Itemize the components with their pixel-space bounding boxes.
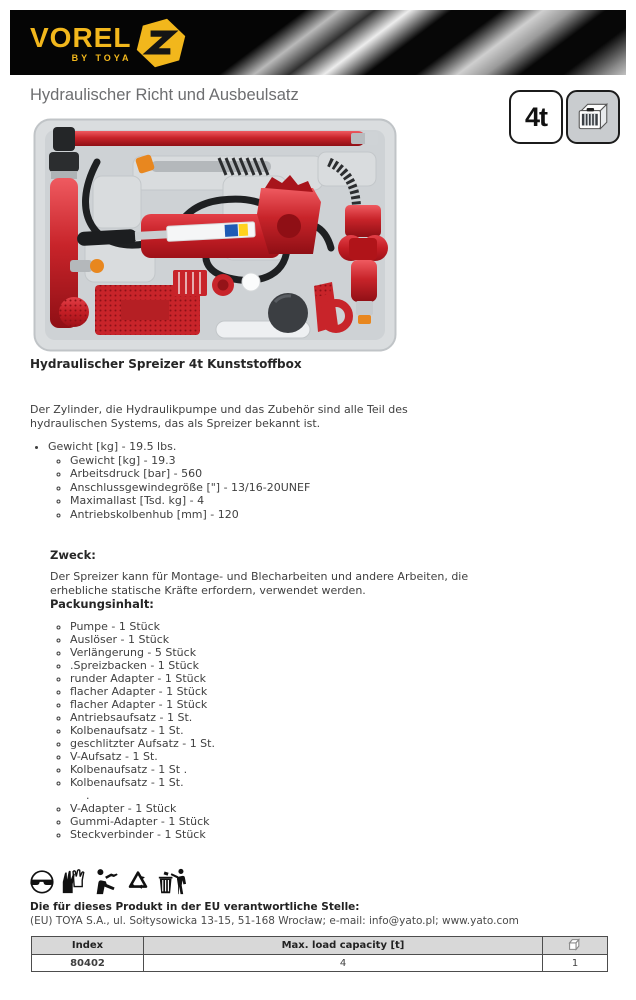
spec-list	[48, 440, 606, 521]
contents-item: ◦ Antriebsaufsatz - 1 St.	[70, 711, 606, 724]
spec-item: ◦ Arbeitsdruck [bar] - 560	[70, 467, 606, 481]
contents-item: ◦ Pumpe - 1 Stück	[70, 620, 606, 633]
spec-main-item	[48, 440, 606, 521]
hydraulic-kit-image	[33, 118, 397, 352]
product-heading: Hydraulischer Spreizer 4t Kunststoffbox	[30, 357, 302, 371]
spec-item: ◦ Gewicht [kg] - 19.3	[70, 454, 606, 468]
contents-list-continued	[70, 802, 606, 841]
eye-protection-icon	[28, 866, 56, 896]
dispose-waste-icon	[156, 866, 188, 896]
table-header-qty	[543, 937, 608, 955]
package-icon	[567, 938, 583, 951]
vorel-hexagon-icon	[135, 17, 187, 69]
spec-main-label: Gewicht [kg] - 19.5 lbs.	[48, 440, 177, 453]
capacity-badge	[509, 90, 563, 144]
company-address: (EU) TOYA S.A., ul. Sołtysowicka 13-15, 51-168 Wrocław; e-mail: info@yato.pl; www.yato.com	[30, 915, 519, 927]
contents-item: ◦ .Spreizbacken - 1 Stück	[70, 659, 606, 672]
contents-item: ◦ V-Adapter - 1 Stück	[70, 802, 606, 815]
responsible-label: Die für dieses Produkt in der EU verantwortliche Stelle:	[30, 901, 360, 913]
table-row	[32, 955, 608, 972]
product-table	[31, 936, 608, 972]
contents-item: ◦ Kolbenaufsatz - 1 St.	[70, 724, 606, 737]
contents-item: ◦ Kolbenaufsatz - 1 St.	[70, 776, 606, 789]
contents-item: ◦ Auslöser - 1 Stück	[70, 633, 606, 646]
contents-item: ◦ flacher Adapter - 1 Stück	[70, 698, 606, 711]
contents-item: ◦ V-Aufsatz - 1 St.	[70, 750, 606, 763]
packungsinhalt-heading: Packungsinhalt:	[50, 597, 154, 611]
table-header-row	[32, 937, 608, 955]
gloves-icon	[60, 866, 88, 896]
cell-qty: 1	[543, 955, 608, 972]
spec-sublist	[70, 454, 606, 522]
purpose-section	[50, 548, 606, 841]
contents-item: ◦ flacher Adapter - 1 Stück	[70, 685, 606, 698]
recycling-icon	[124, 866, 152, 896]
capacity-badge-label: 4t	[524, 101, 547, 132]
orphan-dot: .	[86, 789, 90, 802]
spec-item: ◦ Maximallast [Tsd. kg] - 4	[70, 494, 606, 508]
read-manual-icon	[92, 866, 120, 896]
cell-capacity: 4	[144, 955, 543, 972]
contents-item: ◦ Kolbenaufsatz - 1 St .	[70, 763, 606, 776]
contents-item: ◦ Verlängerung - 5 Stück	[70, 646, 606, 659]
table-header-capacity: Max. load capacity [t]	[144, 937, 543, 955]
case-badge	[566, 90, 620, 144]
brand-name: VOREL	[30, 21, 132, 53]
zweck-text: Der Spreizer kann für Montage- und Blecharbeiten und andere Arbeiten, die erhebliche statische Kräfte erfordern, verwendet werden.	[50, 570, 469, 597]
contents-item: ◦ geschlitzter Aufsatz - 1 St.	[70, 737, 606, 750]
vorel-logo	[30, 17, 187, 69]
product-description: Der Zylinder, die Hydraulikpumpe und das Zubehör sind alle Teil des hydraulischen Systems, das als Spreizer bekannt ist.	[30, 403, 408, 430]
contents-item: ◦ runder Adapter - 1 Stück	[70, 672, 606, 685]
product-photo	[33, 118, 397, 352]
cell-index: 80402	[32, 955, 144, 972]
safety-icons	[28, 862, 188, 896]
spec-item: ◦ Anschlussgewindegröße ["] - 13/16-20UNEF	[70, 481, 606, 495]
case-icon	[575, 101, 611, 133]
contents-item: ◦ Gummi-Adapter - 1 Stück	[70, 815, 606, 828]
brand-subname: BY TOYA	[71, 52, 132, 63]
contents-list	[70, 620, 606, 789]
table-header-index: Index	[32, 937, 144, 955]
page-title: Hydraulischer Richt und Ausbeulsatz	[30, 86, 299, 104]
spec-item: ◦ Antriebskolbenhub [mm] - 120	[70, 508, 606, 522]
brand-banner	[10, 10, 626, 75]
badge-group	[509, 90, 620, 144]
product-copy	[30, 355, 606, 841]
contents-item: ◦ Steckverbinder - 1 Stück	[70, 828, 606, 841]
zweck-heading: Zweck:	[50, 548, 96, 562]
